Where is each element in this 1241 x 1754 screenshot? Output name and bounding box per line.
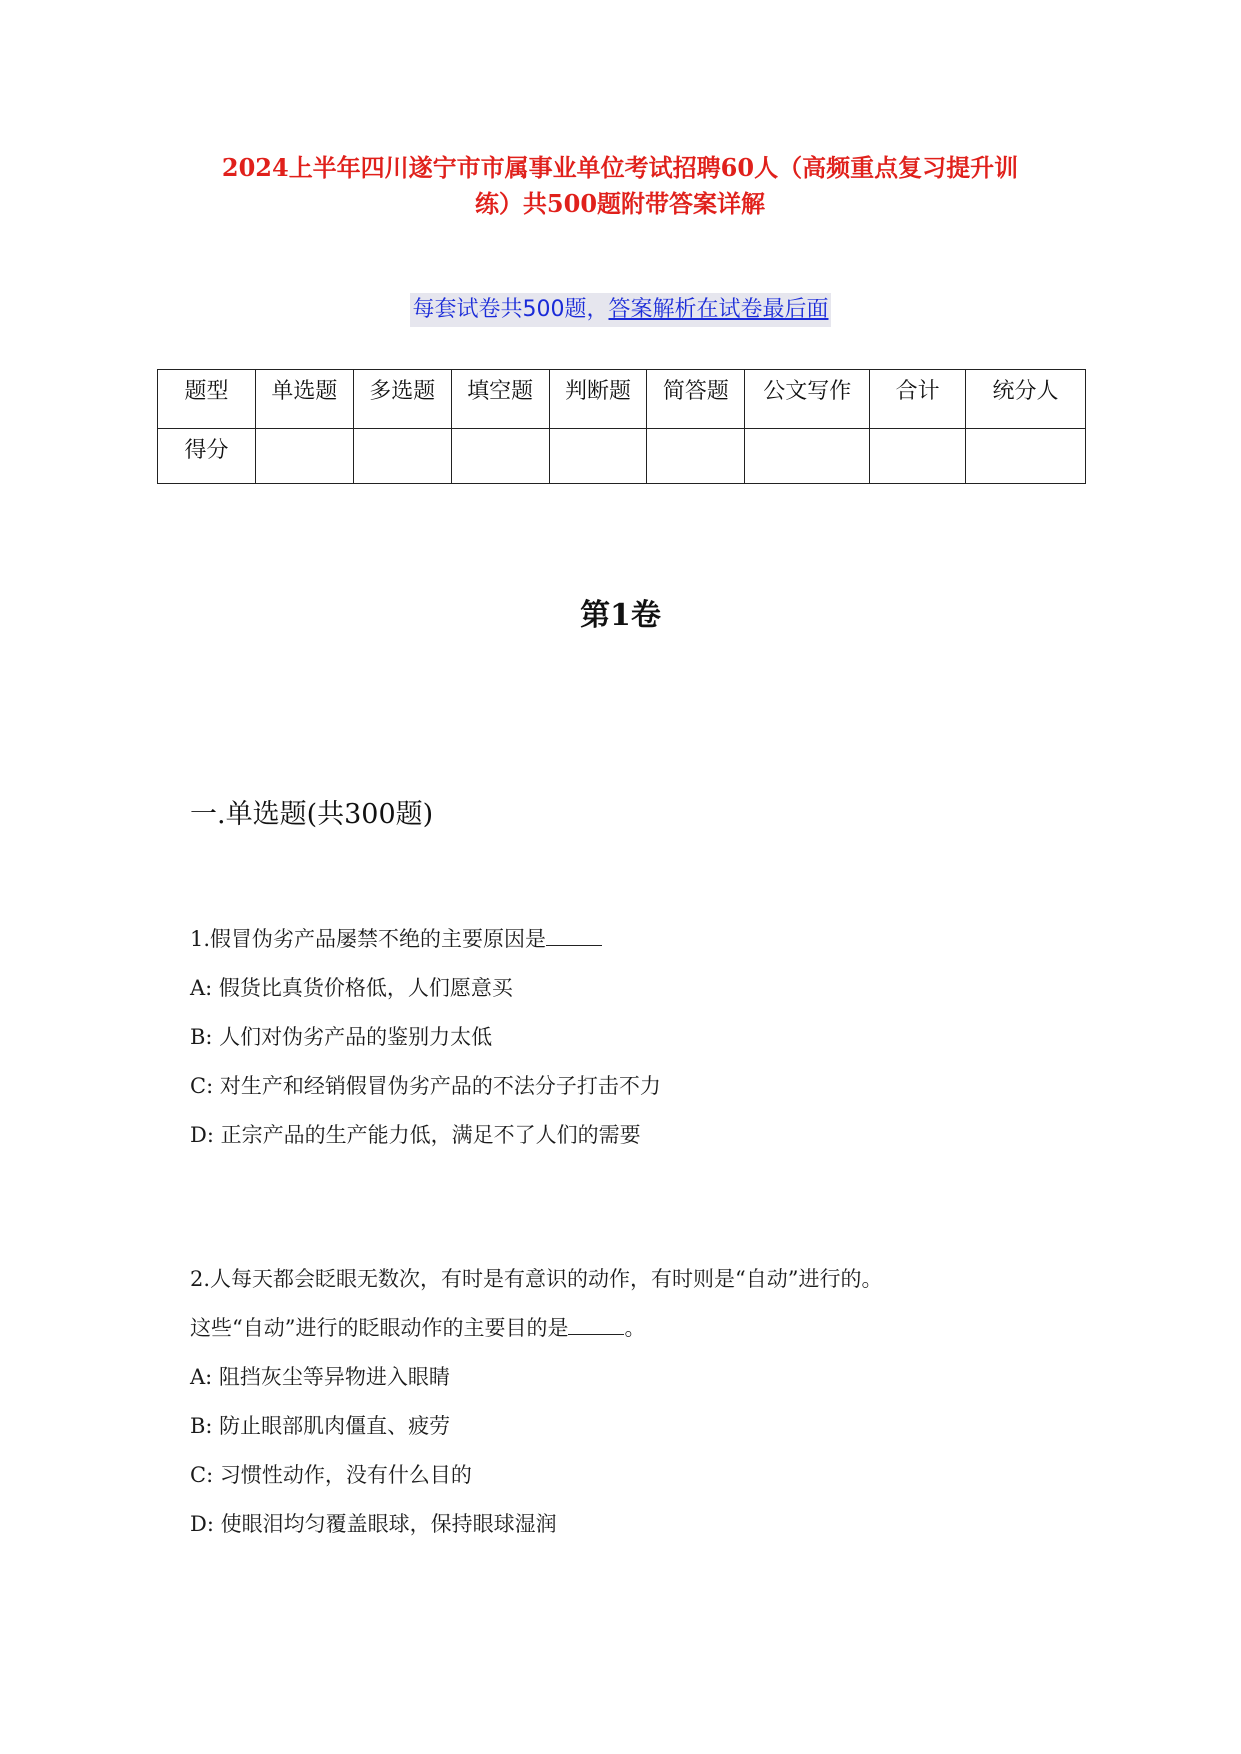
question-2-stem-suffix: 。 bbox=[624, 1316, 646, 1340]
score-cell-total[interactable] bbox=[870, 429, 966, 484]
subtitle-text: 每套试卷共500题， bbox=[412, 297, 609, 322]
score-cell-official-writing[interactable] bbox=[745, 429, 870, 484]
score-table-score-row bbox=[158, 429, 1086, 484]
score-cell-true-false[interactable] bbox=[549, 429, 647, 484]
score-table bbox=[157, 369, 1086, 484]
subtitle-banner bbox=[0, 293, 1241, 327]
score-row-label: 得分 bbox=[158, 429, 256, 484]
header-cell-true-false: 判断题 bbox=[549, 370, 647, 429]
score-cell-short-answer[interactable] bbox=[647, 429, 745, 484]
question-1 bbox=[190, 915, 1070, 1160]
score-cell-fill-blank[interactable] bbox=[451, 429, 549, 484]
document-title-line2: 练）共500题附带答案详解 bbox=[474, 189, 766, 218]
header-cell-total: 合计 bbox=[870, 370, 966, 429]
question-1-option-d[interactable]: D: 正宗产品的生产能力低，满足不了人们的需要 bbox=[190, 1123, 641, 1147]
question-2 bbox=[190, 1255, 1070, 1549]
question-1-stem bbox=[190, 915, 1070, 964]
question-2-option-d[interactable]: D: 使眼泪均匀覆盖眼球，保持眼球湿润 bbox=[190, 1512, 557, 1536]
score-cell-single-choice[interactable] bbox=[255, 429, 353, 484]
score-table-header-row bbox=[158, 370, 1086, 429]
question-2-stem-text: 这些“自动”进行的眨眼动作的主要目的是 bbox=[190, 1316, 569, 1340]
header-cell-short-answer: 简答题 bbox=[647, 370, 745, 429]
header-cell-grader: 统分人 bbox=[966, 370, 1086, 429]
question-2-option-a[interactable]: A: 阻挡灰尘等异物进入眼睛 bbox=[190, 1365, 450, 1389]
header-cell-type: 题型 bbox=[158, 370, 256, 429]
question-2-option-b[interactable]: B: 防止眼部肌肉僵直、疲劳 bbox=[190, 1414, 451, 1438]
question-1-stem-text: 1.假冒伪劣产品屡禁不绝的主要原因是 bbox=[190, 927, 547, 951]
document-title bbox=[150, 150, 1090, 222]
answer-blank bbox=[546, 944, 602, 946]
answer-blank bbox=[568, 1333, 624, 1335]
question-1-option-c[interactable]: C: 对生产和经销假冒伪劣产品的不法分子打击不力 bbox=[190, 1074, 661, 1098]
question-2-stem-line2 bbox=[190, 1304, 1070, 1353]
answer-location-link[interactable]: 答案解析在试卷最后面 bbox=[608, 297, 829, 322]
question-1-option-a[interactable]: A: 假货比真货价格低，人们愿意买 bbox=[190, 976, 513, 1000]
header-cell-official-writing: 公文写作 bbox=[745, 370, 870, 429]
section-title: 一.单选题(共300题) bbox=[190, 799, 434, 830]
score-cell-grader[interactable] bbox=[966, 429, 1086, 484]
score-cell-multiple-choice[interactable] bbox=[353, 429, 451, 484]
document-title-line1: 2024上半年四川遂宁市市属事业单位考试招聘60人（高频重点复习提升训 bbox=[221, 153, 1019, 182]
header-cell-multiple-choice: 多选题 bbox=[353, 370, 451, 429]
subtitle bbox=[410, 293, 830, 327]
question-2-option-c[interactable]: C: 习惯性动作，没有什么目的 bbox=[190, 1463, 472, 1487]
header-cell-fill-blank: 填空题 bbox=[451, 370, 549, 429]
question-2-stem-line1: 2.人每天都会眨眼无数次，有时是有意识的动作，有时则是“自动”进行的。 bbox=[190, 1267, 883, 1291]
question-1-option-b[interactable]: B: 人们对伪劣产品的鉴别力太低 bbox=[190, 1025, 493, 1049]
header-cell-single-choice: 单选题 bbox=[255, 370, 353, 429]
volume-title: 第1卷 bbox=[580, 598, 661, 633]
